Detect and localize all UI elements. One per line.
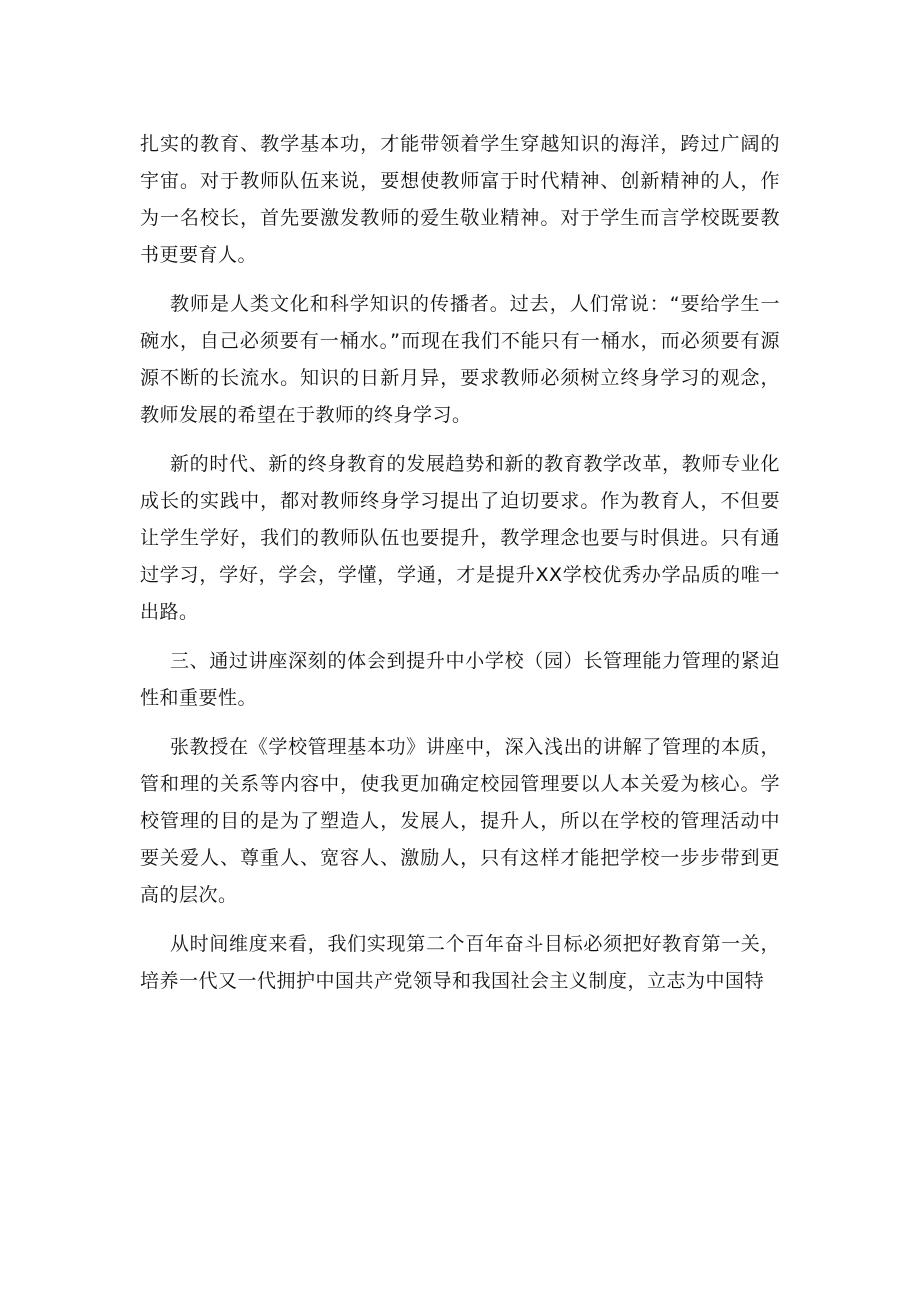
paragraph-2: 教师是人类文化和科学知识的传播者。过去，人们常说：“要给学生一碗水，自己必须要有一桶水。”而现在我们不能只有一桶水，而必须要有源源不断的长流水。知识的日新月异，要求教师必须树立终身学习的观念，教师发展的希望在于教师的终身学习。	[140, 293, 780, 426]
paragraph-1: 扎实的教育、教学基本功，才能带领着学生穿越知识的海洋，跨过广阔的宇宙。对于教师队伍来说，要想使教师富于时代精神、创新精神的人，作为一名校长，首先要激发教师的爱生敬业精神。对于学生而言学校既要教书更要育人。	[140, 133, 780, 266]
paragraph-6: 从时间维度来看，我们实现第二个百年奋斗目标必须把好教育第一关，培养一代又一代拥护中国共产党领导和我国社会主义制度，立志为中国特	[140, 933, 780, 992]
paragraph-5: 张教授在《学校管理基本功》讲座中，深入浅出的讲解了管理的本质，管和理的关系等内容中，使我更加确定校园管理要以人本关爱为核心。学校管理的目的是为了塑造人，发展人，提升人，所以在学校的管理活动中要关爱人、尊重人、宽容人、激励人，只有这样才能把学校一步步带到更高的层次。	[140, 736, 780, 906]
paragraph-3: 新的时代、新的终身教育的发展趋势和新的教育教学改革，教师专业化成长的实践中，都对教师终身学习提出了迫切要求。作为教育人，不但要让学生学好，我们的教师队伍也要提升，教学理念也要与时俱进。只有通过学习，学好，学会，学懂，学通，才是提升XX学校优秀办学品质的唯一出路。	[140, 453, 780, 623]
section-heading-3: 三、通过讲座深刻的体会到提升中小学校（园）长管理能力管理的紧迫性和重要性。	[140, 650, 780, 709]
document-body	[140, 126, 780, 1012]
